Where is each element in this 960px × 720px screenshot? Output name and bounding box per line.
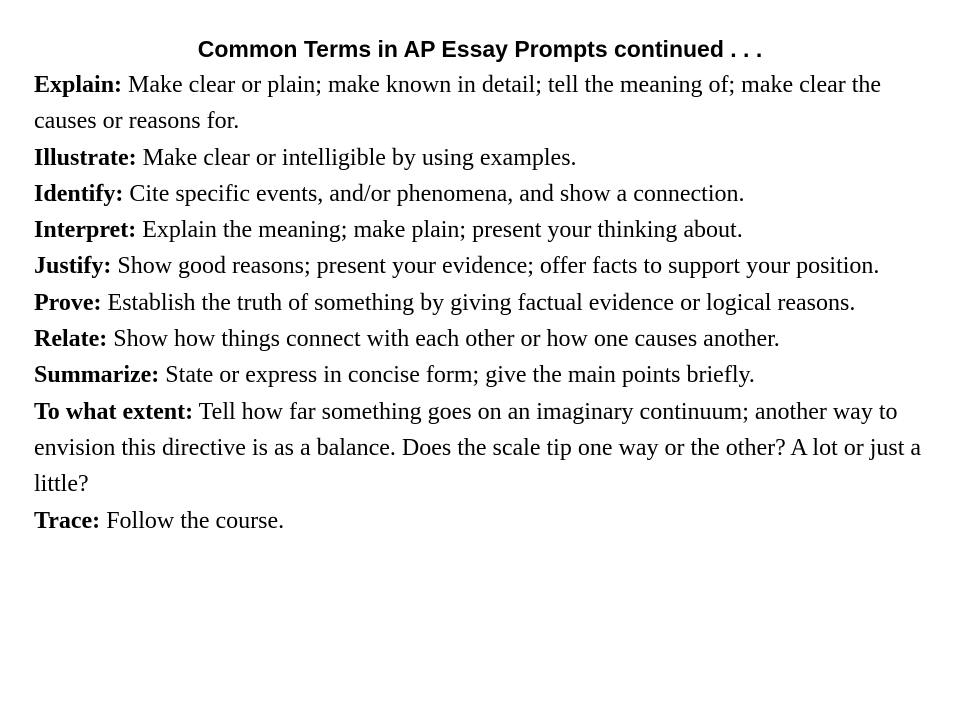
term-word: Justify:: [34, 253, 112, 280]
term-entry-explain: [34, 67, 929, 140]
term-word: Interpret:: [34, 217, 137, 244]
term-entry-to-what-extent: [34, 394, 929, 503]
term-word: Identify:: [34, 180, 124, 207]
term-definition: State or express in concise form; give the main points briefly.: [159, 362, 755, 389]
term-definition: Show good reasons; present your evidence; offer facts to support your position.: [111, 253, 880, 280]
term-entry-interpret: [34, 212, 929, 248]
term-entry-relate: [34, 321, 929, 357]
slide-title: Common Terms in AP Essay Prompts continued . . .: [197, 36, 763, 62]
term-entry-summarize: [34, 357, 929, 393]
term-word: Trace:: [34, 507, 101, 534]
term-word: Summarize:: [34, 362, 160, 389]
term-definition: Explain the meaning; make plain; present your thinking about.: [136, 217, 743, 244]
term-word: Explain:: [34, 72, 123, 98]
terms-list: [34, 67, 929, 539]
term-definition: Cite specific events, and/or phenomena, and show a connection.: [123, 180, 745, 207]
term-entry-prove: [34, 285, 929, 321]
term-word: Relate:: [34, 326, 108, 353]
term-word: Illustrate:: [34, 144, 137, 171]
term-definition: Establish the truth of something by giving factual evidence or logical reasons.: [101, 289, 856, 316]
term-entry-trace: [34, 503, 929, 539]
term-word: To what extent:: [34, 398, 194, 425]
term-word: Prove:: [34, 289, 102, 316]
term-definition: Make clear or intelligible by using examples.: [136, 144, 577, 171]
term-entry-justify: [34, 248, 929, 284]
term-definition: Make clear or plain; make known in detail; tell the meaning of; make clear the causes or reasons for.: [34, 72, 882, 135]
term-entry-illustrate: [34, 140, 929, 176]
term-entry-identify: [34, 176, 929, 212]
term-definition: Follow the course.: [100, 507, 285, 534]
term-definition: Tell how far something goes on an imaginary continuum; another way to envision this directive is as a balance. Does the scale tip one way or the other? A lot or just a little?: [34, 398, 922, 498]
term-definition: Show how things connect with each other or how one causes another.: [107, 326, 780, 353]
